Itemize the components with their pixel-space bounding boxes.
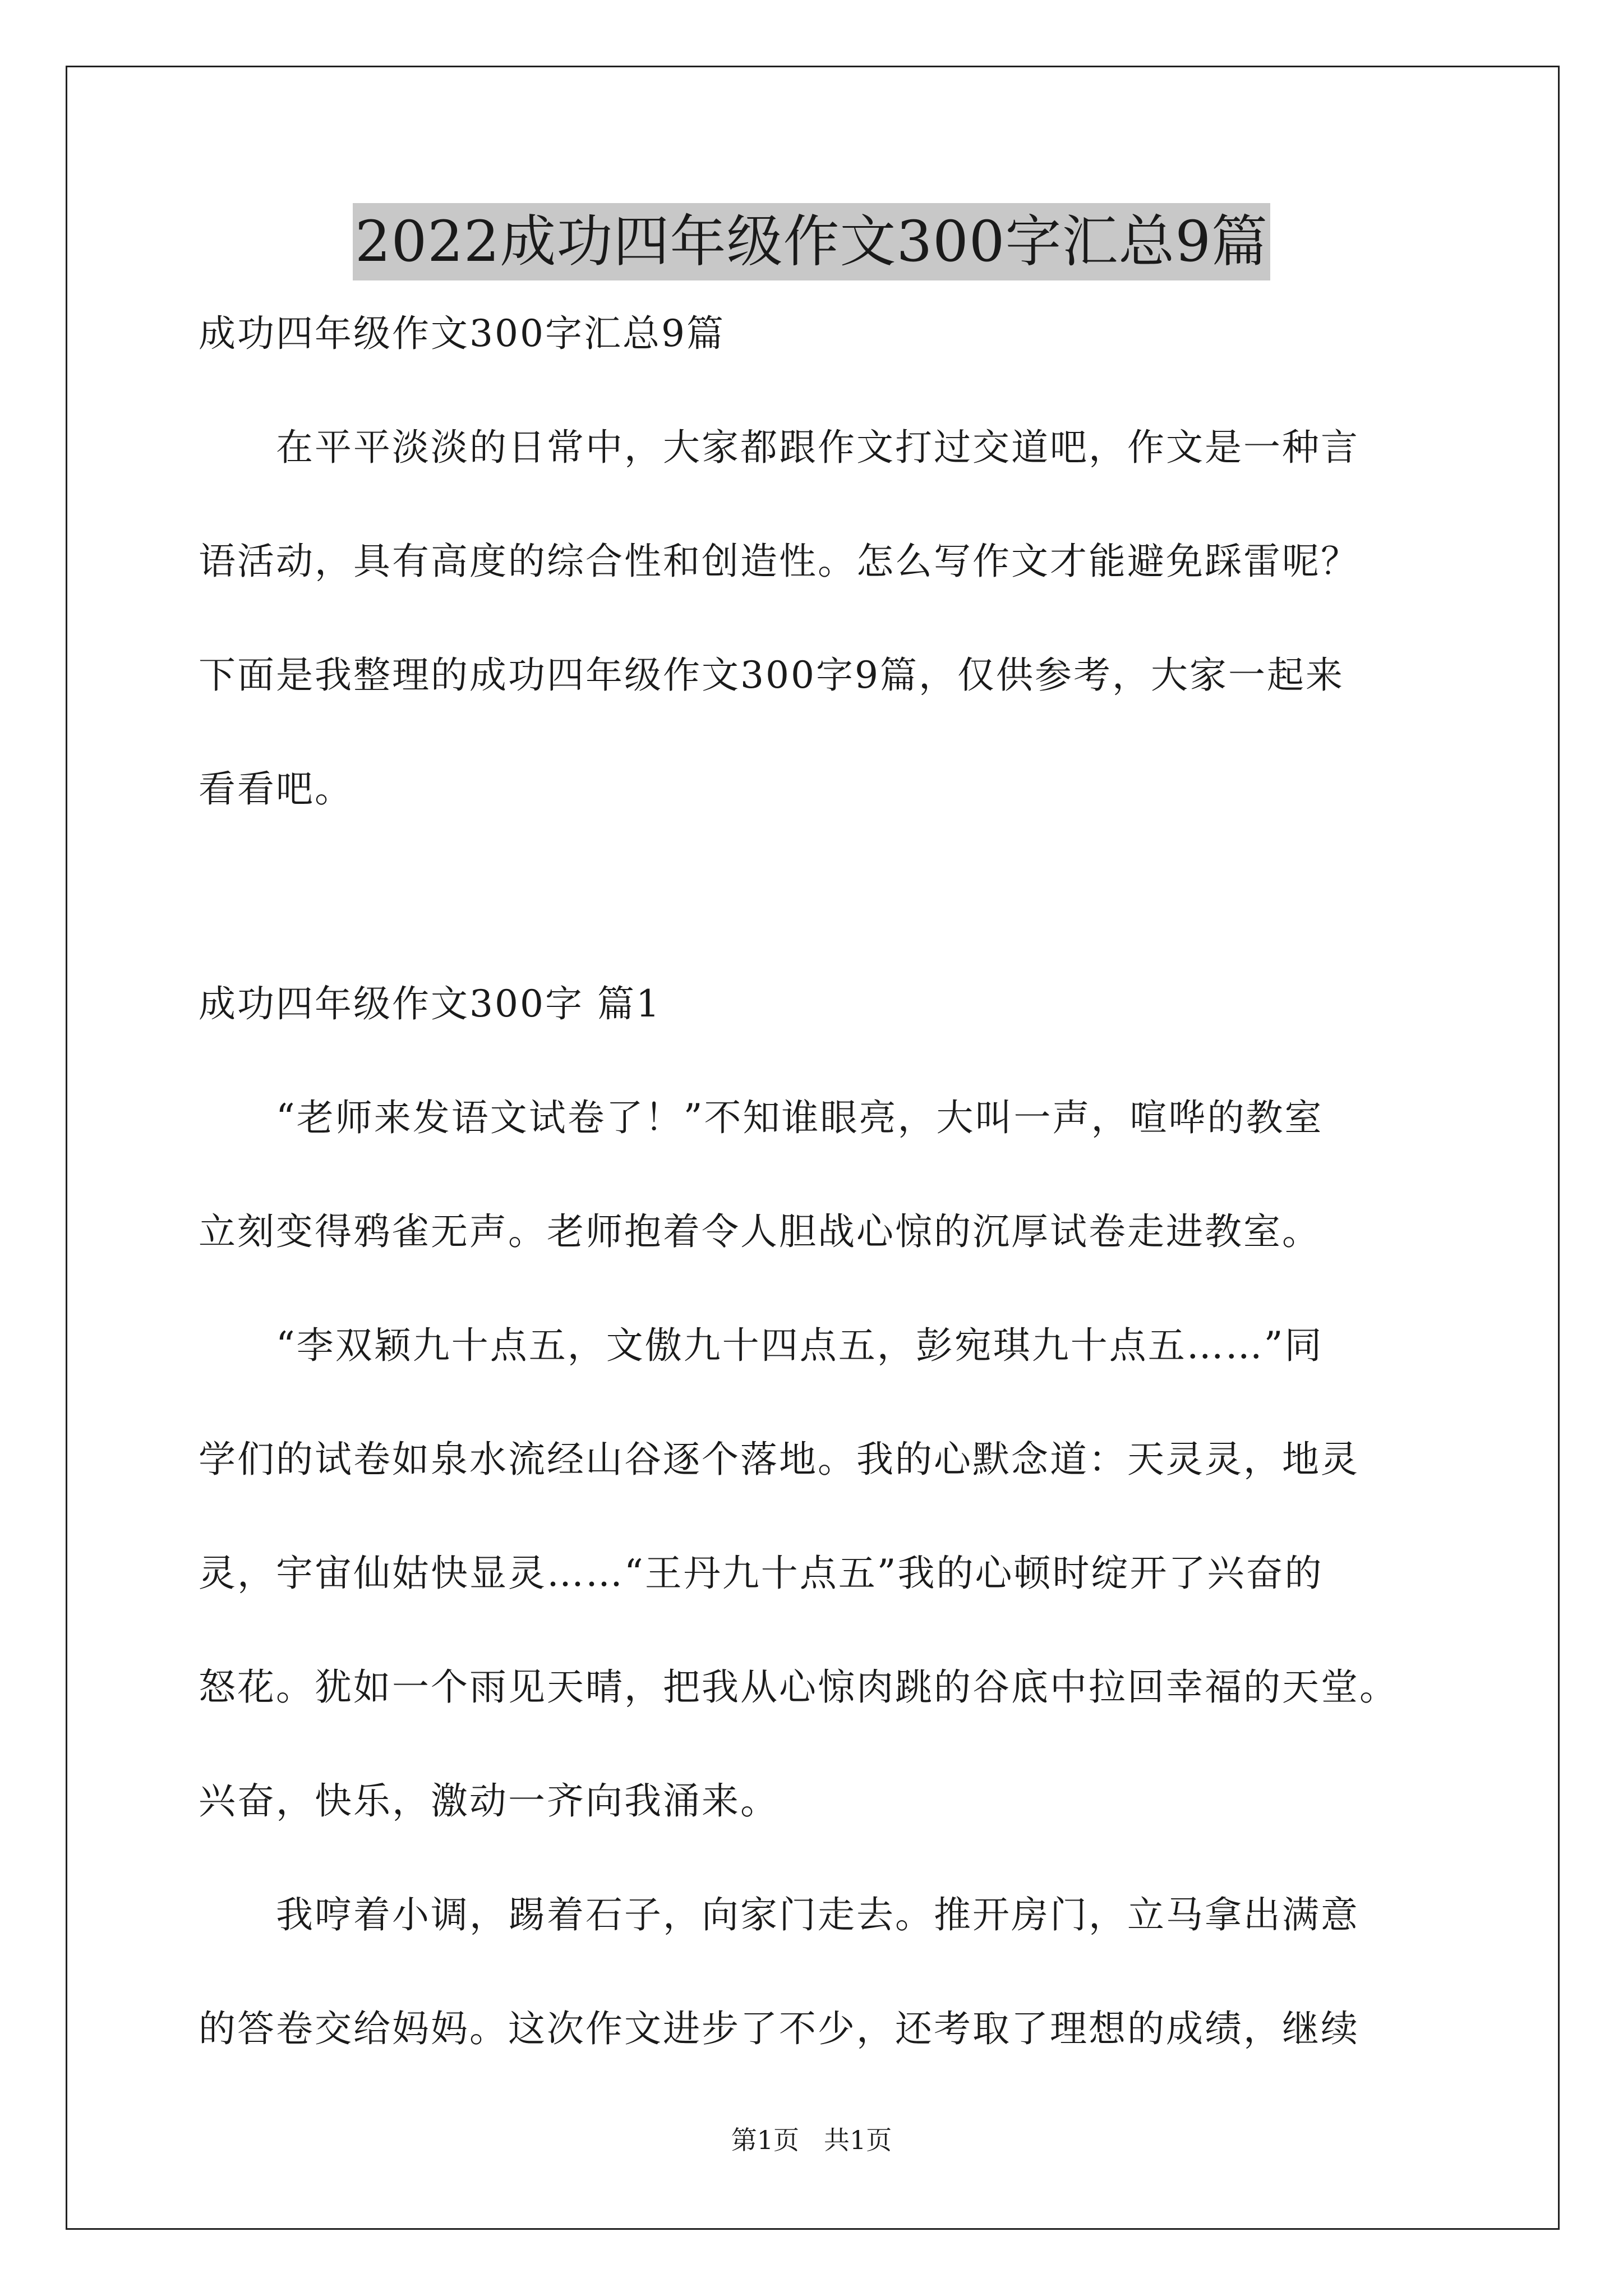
paragraph-line: “老师来发语文试卷了！”不知谁眼亮，大叫一声，喧哗的教室 (199, 1096, 1324, 1139)
section-heading: 成功四年级作文300字 篇1 (199, 982, 661, 1025)
page-number: 第1页 (731, 2125, 799, 2155)
paragraph-line: 怒花。犹如一个雨见天晴，把我从心惊肉跳的谷底中拉回幸福的天堂。 (199, 1665, 1398, 1709)
document-title: 2022成功四年级作文300字汇总9篇 (353, 203, 1270, 280)
paragraph-line: 立刻变得鸦雀无声。老师抱着令人胆战心惊的沉厚试卷走进教室。 (199, 1210, 1321, 1253)
title-container (0, 203, 1623, 280)
paragraph-line: 的答卷交给妈妈。这次作文进步了不少，还考取了理想的成绩，继续 (199, 2007, 1359, 2050)
paragraph-line: 我哼着小调，踢着石子，向家门走去。推开房门，立马拿出满意 (199, 1893, 1359, 1936)
page-footer (0, 2123, 1623, 2157)
page-total: 共1页 (824, 2125, 892, 2155)
subtitle-line: 成功四年级作文300字汇总9篇 (199, 312, 725, 355)
document-body (199, 309, 1455, 2054)
paragraph-line: 看看吧。 (199, 767, 353, 811)
paragraph-line: 语活动，具有高度的综合性和创造性。怎么写作文才能避免踩雷呢？ (199, 540, 1359, 583)
paragraph-line: 下面是我整理的成功四年级作文300字9篇，仅供参考，大家一起来 (199, 654, 1344, 697)
paragraph-line: “李双颖九十点五，文傲九十四点五，彭宛琪九十点五……”同 (199, 1324, 1324, 1367)
paragraph-line: 学们的试卷如泉水流经山谷逐个落地。我的心默念道：天灵灵，地灵 (199, 1438, 1359, 1481)
paragraph-line: 兴奋，快乐，激动一齐向我涌来。 (199, 1779, 779, 1823)
paragraph-line: 在平平淡淡的日常中，大家都跟作文打过交道吧，作文是一种言 (199, 426, 1359, 469)
paragraph-line: 灵，宇宙仙姑快显灵……“王丹九十点五”我的心顿时绽开了兴奋的 (199, 1552, 1324, 1595)
